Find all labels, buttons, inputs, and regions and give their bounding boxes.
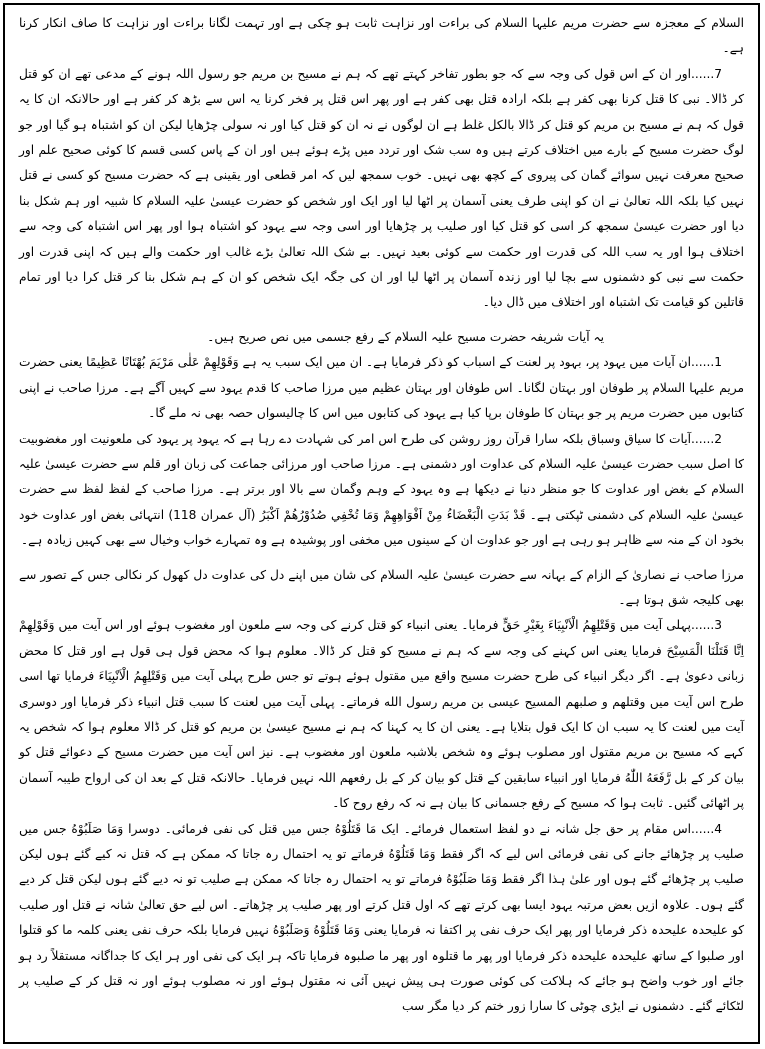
intro-paragraph: السلام کے معجزہ سے حضرت مریم علیہا السلام کی براءت اور نزاہت ثابت ہو چکی ہے اور تہمت لگانا براءت اور نزاہت کا صاف انکار کرنا ہے۔ [19,16,744,56]
paragraph-3: 3......پہلی آیت میں وَقَتْلِهِمُ الْاَنْبِيَاءَ بِغَيْرِ حَقٍّ فرمایا۔ یعنی انبیاء کو قتل کرنے کی وجہ سے ملعون اور مغضوب ہوئے اور اس آیت میں وَقَوْلِهِمْ اِنَّا قَتَلْنَا الْمَسِيْحَ فرمایا یعنی اس کہنے کی وجہ سے کہ ہم نے مسیح کو قتل کر ڈالا۔ معلوم ہوا کہ محض قول ہی قول ہے اور قتل کا محض زبانی دعویٰ ہے۔ اگر دیگر انبیاء کی طرح حضرت مسیح واقع میں مقتول ہوئے ہوتے تو جس طرح پہلی آیت میں وَقَتْلِهِمُ الْاَنْبِيَاءَ فرمایا تھا اسی طرح اس آیت میں وقتلهم و صلبهم المسيح عيسى بن مريم رسول الله فرماتے۔ پہلی آیت میں لعنت کا سبب قتل انبیاء ذکر فرمایا اور دوسری آیت میں لعنت کا یہ سبب ان کا ایک قول بتلایا ہے۔ یعنی ان کا یہ کہنا کہ ہم نے مسیح عیسیٰ بن مریم کو قتل کر ڈالا معلوم ہوا کہ شخص یہ کہے کہ مسیح بن مریم مقتول اور مصلوب ہوئے وہ شخص بلاشبہ ملعون اور مغضوب ہے۔ نیز اس آیت میں حضرت مسیح کے دعوائے قتل کو بیان کر کے بل رَّفَعَهُ اللّٰهُ فرمایا اور انبیاء سابقین کے قتل کو بیان کر کے بل رفعهم اللہ نہیں فرمایا۔ حالانکہ قتل کے بعد ان کی ارواح طیبہ آسمان پر اٹھائی گئیں۔ ثابت ہوا کہ مسیح کے رفع جسمانی کا بیان ہے نہ کہ رفع روح کا۔ [19,618,744,811]
paragraph-2: 2......آیات کا سیاق وسباق بلکہ سارا قرآن روز روشن کی طرح اس امر کی شہادت دے رہا ہے کہ یہود پر یہود کی ملعونیت اور مغضوبیت کا اصل سبب حضرت عیسیٰ علیہ السلام کی عداوت اور دشمنی ہے۔ مرزا صاحب اور مرزائی جماعت کی زبان اور قلم سے حضرت عیسیٰ علیہ السلام کے بغض اور عداوت کا جو منظر دنیا نے دیکھا ہے وہ یہود کے وہم وگمان سے بالا اور برتر ہے۔ مرزا صاحب کے لفظ لفظ سے حضرت عیسیٰ علیہ السلام کی دشمنی ٹپکتی ہے۔ قَدْ بَدَتِ الْبَغْضَاءُ مِنْ اَفْوَاهِهِمْ وَمَا تُخْفِي صُدُوْرُهُمْ اَكْبَرُ (آل عمران 118) انتہائی بغض اور عداوت خود بخود ان کے منہ سے ظاہر ہو رہی ہے اور جو عداوت ان کے سینوں میں مخفی اور پوشیدہ ہے وہ تمہارے خواب وخیال سے بھی کہیں زیادہ ہے۔ [19,431,744,548]
paragraph-4: 4......اس مقام پر حق جل شانہ نے دو لفظ استعمال فرمائے۔ ایک مَا قَتَلُوْهُ جس میں قتل کی نفی فرمائی۔ دوسرا وَمَا صَلَبُوْهُ جس میں صلیب پر چڑھائے جانے کی نفی فرمائی اس لیے کہ اگر فقط وَمَا قَتَلُوْهُ فرماتے تو یہ احتمال رہ جاتا کہ ممکن ہے کہ قتل نہ کیے گئے ہوں لیکن صلیب پر چڑھائے گئے ہوں اور علیٰ ہذا اگر فقط وَمَا صَلَبُوْهُ فرماتے تو یہ احتمال رہ جاتا کہ ممکن ہے صلیب تو نہ دیے گئے ہوں لیکن قتل کر دیے گئے ہوں۔ علاوہ ازیں بعض مرتبہ یہود ایسا بھی کرتے تھے کہ اول قتل کرتے اور پھر صلیب پر چڑھاتے۔ اس لیے حق تعالیٰ شانہ نے قتل اور صلیب کو علیحدہ علیحدہ ذکر فرمایا اور پھر ایک حرف نفی پر اکتفا نہ فرمایا یعنی وَمَا قَتَلُوْهُ وَصَلَبُوْهُ نہیں فرمایا بلکہ حرف نفی یعنی کلمہ ما کو قتلوا اور صلبوا کے ساتھ علیحدہ علیحدہ ذکر فرمایا اور پھر ما قتلوہ اور پھر ما صلبوہ فرمایا تاکہ ہر ایک کی نفی اور ہر ایک کا جداگانہ مستقلاً رد ہو جائے اور خوب واضح ہو جائے کہ ہلاکت کی کوئی صورت ہی پیش نہیں آئی نہ مقتول ہوئے اور نہ مصلوب ہوئے اور نہ قتل کر کے صلیب پر لٹکائے گئے۔ دشمنوں نے ایڑی چوٹی کا سارا زور ختم کر دیا مگر سب [19,821,744,1014]
text-frame [3,3,760,1044]
paragraph-2-continued: مرزا صاحب نے نصاریٰ کے الزام کے بہانہ سے حضرت عیسیٰ علیہ السلام کی شان میں اپنے دل کی عداوت دل کھول کر نکالی جس کے تصور سے بھی کلیجہ شق ہوتا ہے۔ [19,567,744,607]
paragraph-7: 7......اور ان کے اس قول کی وجہ سے کہ جو بطور تفاخر کہتے تھے کہ ہم نے مسیح بن مریم جو رسول اللہ ہونے کے مدعی تھے ان کو قتل کر ڈالا۔ نبی کا قتل کرنا بھی کفر ہے بلکہ ارادہ قتل بھی کفر ہے اور پھر اس قتل پر فخر کرنا یہ اس سے بڑھ کر کفر ہے اور حالانکہ ان کا یہ قول کہ ہم نے مسیح بن مریم کو قتل کر ڈالا بالکل غلط ہے ان لوگوں نے نہ ان کو قتل کیا اور نہ سولی چڑھایا لیکن ان کو اشتباہ ہو گیا اور جو لوگ حضرت مسیح کے بارے میں اختلاف کرتے ہیں وہ سب شک اور تردد میں پڑے ہوئے ہیں اور ان کے پاس کسی قسم کا کوئی صحیح علم اور صحیح معرفت نہیں سوائے گمان کی پیروی کے کچھ بھی نہیں۔ خوب سمجھ لیں کہ امر قطعی اور یقینی ہے کہ حضرت مسیح کو کسی نے قتل نہیں کیا بلکہ اللہ تعالیٰ نے ان کو اپنی طرف یعنی آسمان پر اٹھا لیا اور ایک اور شخص کو حضرت عیسیٰ علیہ السلام کا شبیہ اور ہم شکل بنا دیا اور حضرت عیسیٰ سمجھ کر اسی کو قتل کیا اور صلیب پر چڑھایا اور اسی وجہ سے یہود کو اشتباہ ہوا اور پھر اس اشتباہ کی وجہ سے اختلاف ہوا اور یہ سب اللہ کی قدرت اور حکمت سے کوئی بعید نہیں۔ بے شک اللہ تعالیٰ بڑے غالب اور حکمت والے ہیں کہ اپنی قدرت اور حکمت سے نبی کو دشمنوں سے بچا لیا اور زندہ آسمان پر اٹھا لیا اور ان کی جگہ ایک شخص کو ان کے ہم شکل بنا کر قتل کرا دیا اور تمام قاتلین کو قیامت تک اشتباہ اور اختلاف میں ڈال دیا۔ [19,66,744,310]
section-heading: یہ آیات شریفہ حضرت مسیح علیہ السلام کے رفع جسمی میں نص صریح ہیں۔ [207,329,604,344]
paragraph-1: 1......ان آیات میں یہود پر، بہود پر لعنت کے اسباب کو ذکر فرمایا ہے۔ ان میں ایک سبب یہ ہے وَقَوْلِهِمْ عَلٰى مَرْيَمَ بُهْتَانًا عَظِيمًا یعنی حضرت مریم علیہا السلام پر طوفان اور بہتان لگانا۔ اس طوفان اور بہتان عظیم میں مرزا صاحب کا قدم یہود سے کہیں آگے ہے۔ مرزا صاحب نے اپنی کتابوں میں حضرت مریم پر جو بہتان کا طوفان برپا کیا ہے یہود کی کتابوں میں اس کا چالیسواں حصہ بھی نہ ملے گا۔ [19,355,744,421]
